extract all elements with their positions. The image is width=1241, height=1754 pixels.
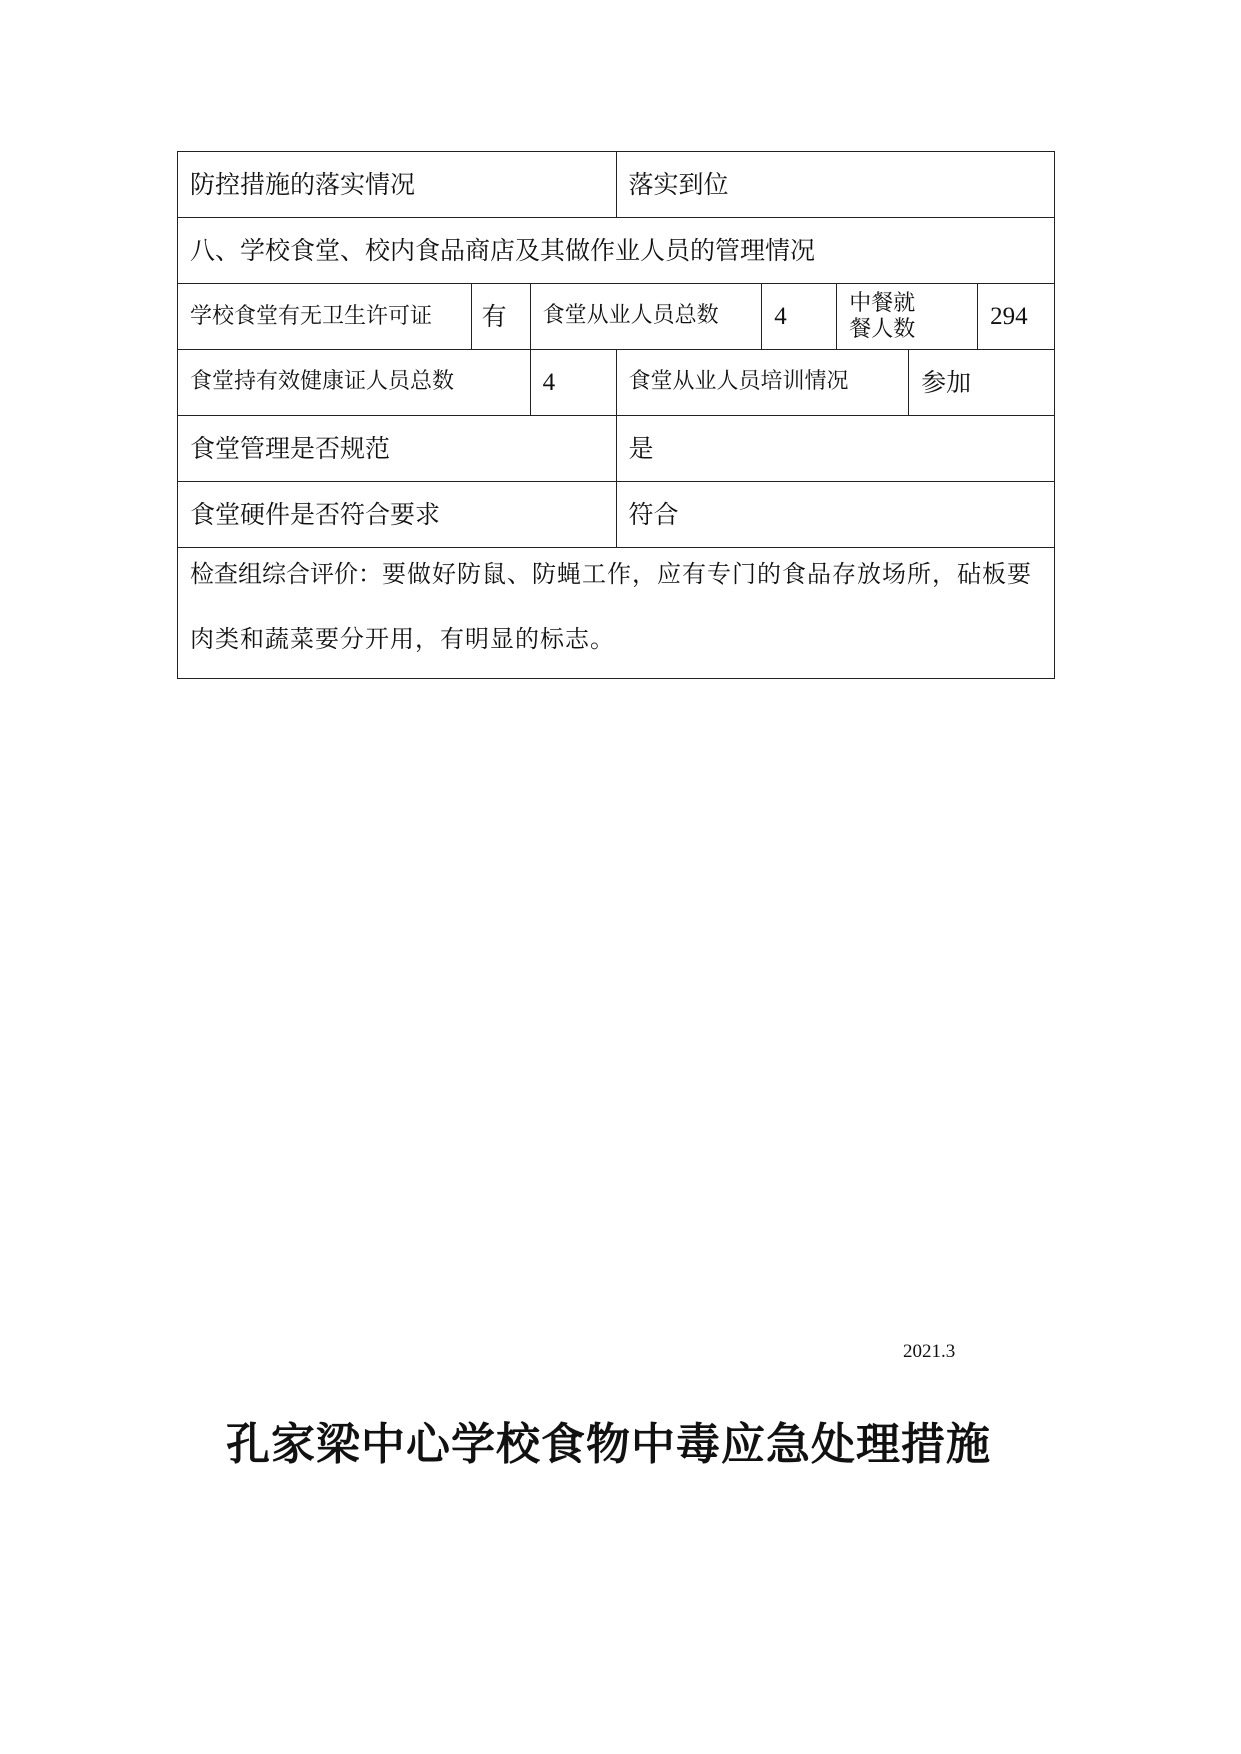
evaluation-cell (178, 548, 1055, 679)
lunch-diners-label: 中餐就餐人数 (837, 284, 978, 349)
health-cert-value: 4 (531, 350, 617, 415)
table-row-management (178, 416, 1055, 482)
table-row-health-training (178, 350, 1055, 416)
hardware-value: 符合 (617, 482, 1056, 547)
staff-total-value: 4 (762, 284, 837, 349)
health-cert-label: 食堂持有效健康证人员总数 (178, 350, 531, 415)
section-heading: 八、学校食堂、校内食品商店及其做作业人员的管理情况 (178, 218, 1055, 283)
evaluation-paragraph (190, 542, 1042, 672)
management-value: 是 (617, 416, 1056, 481)
staff-total-label: 食堂从业人员总数 (531, 284, 763, 349)
table-row-prevention (178, 152, 1055, 218)
table-row-canteen-stats (178, 284, 1055, 350)
training-label: 食堂从业人员培训情况 (617, 350, 910, 415)
lunch-diners-value: 294 (978, 284, 1055, 349)
evaluation-label: 检查组综合评价： (190, 560, 382, 588)
next-section-title: 孔家梁中心学校食物中毒应急处理措施 (226, 1419, 991, 1470)
license-label: 学校食堂有无卫生许可证 (178, 284, 472, 349)
prevention-label: 防控措施的落实情况 (178, 152, 617, 217)
prevention-value: 落实到位 (617, 152, 1056, 217)
training-value: 参加 (909, 350, 1055, 415)
inspection-table (177, 151, 1055, 679)
license-value: 有 (472, 284, 531, 349)
table-row-section-heading (178, 218, 1055, 284)
document-date: 2021.3 (903, 1341, 956, 1362)
hardware-label: 食堂硬件是否符合要求 (178, 482, 617, 547)
management-label: 食堂管理是否规范 (178, 416, 617, 481)
table-row-hardware (178, 482, 1055, 548)
evaluation-text: 要做好防鼠、防蝇工作，应有专门的食品存放场所，砧板要肉类和蔬菜要分开用，有明显的标志。 (190, 560, 1032, 653)
